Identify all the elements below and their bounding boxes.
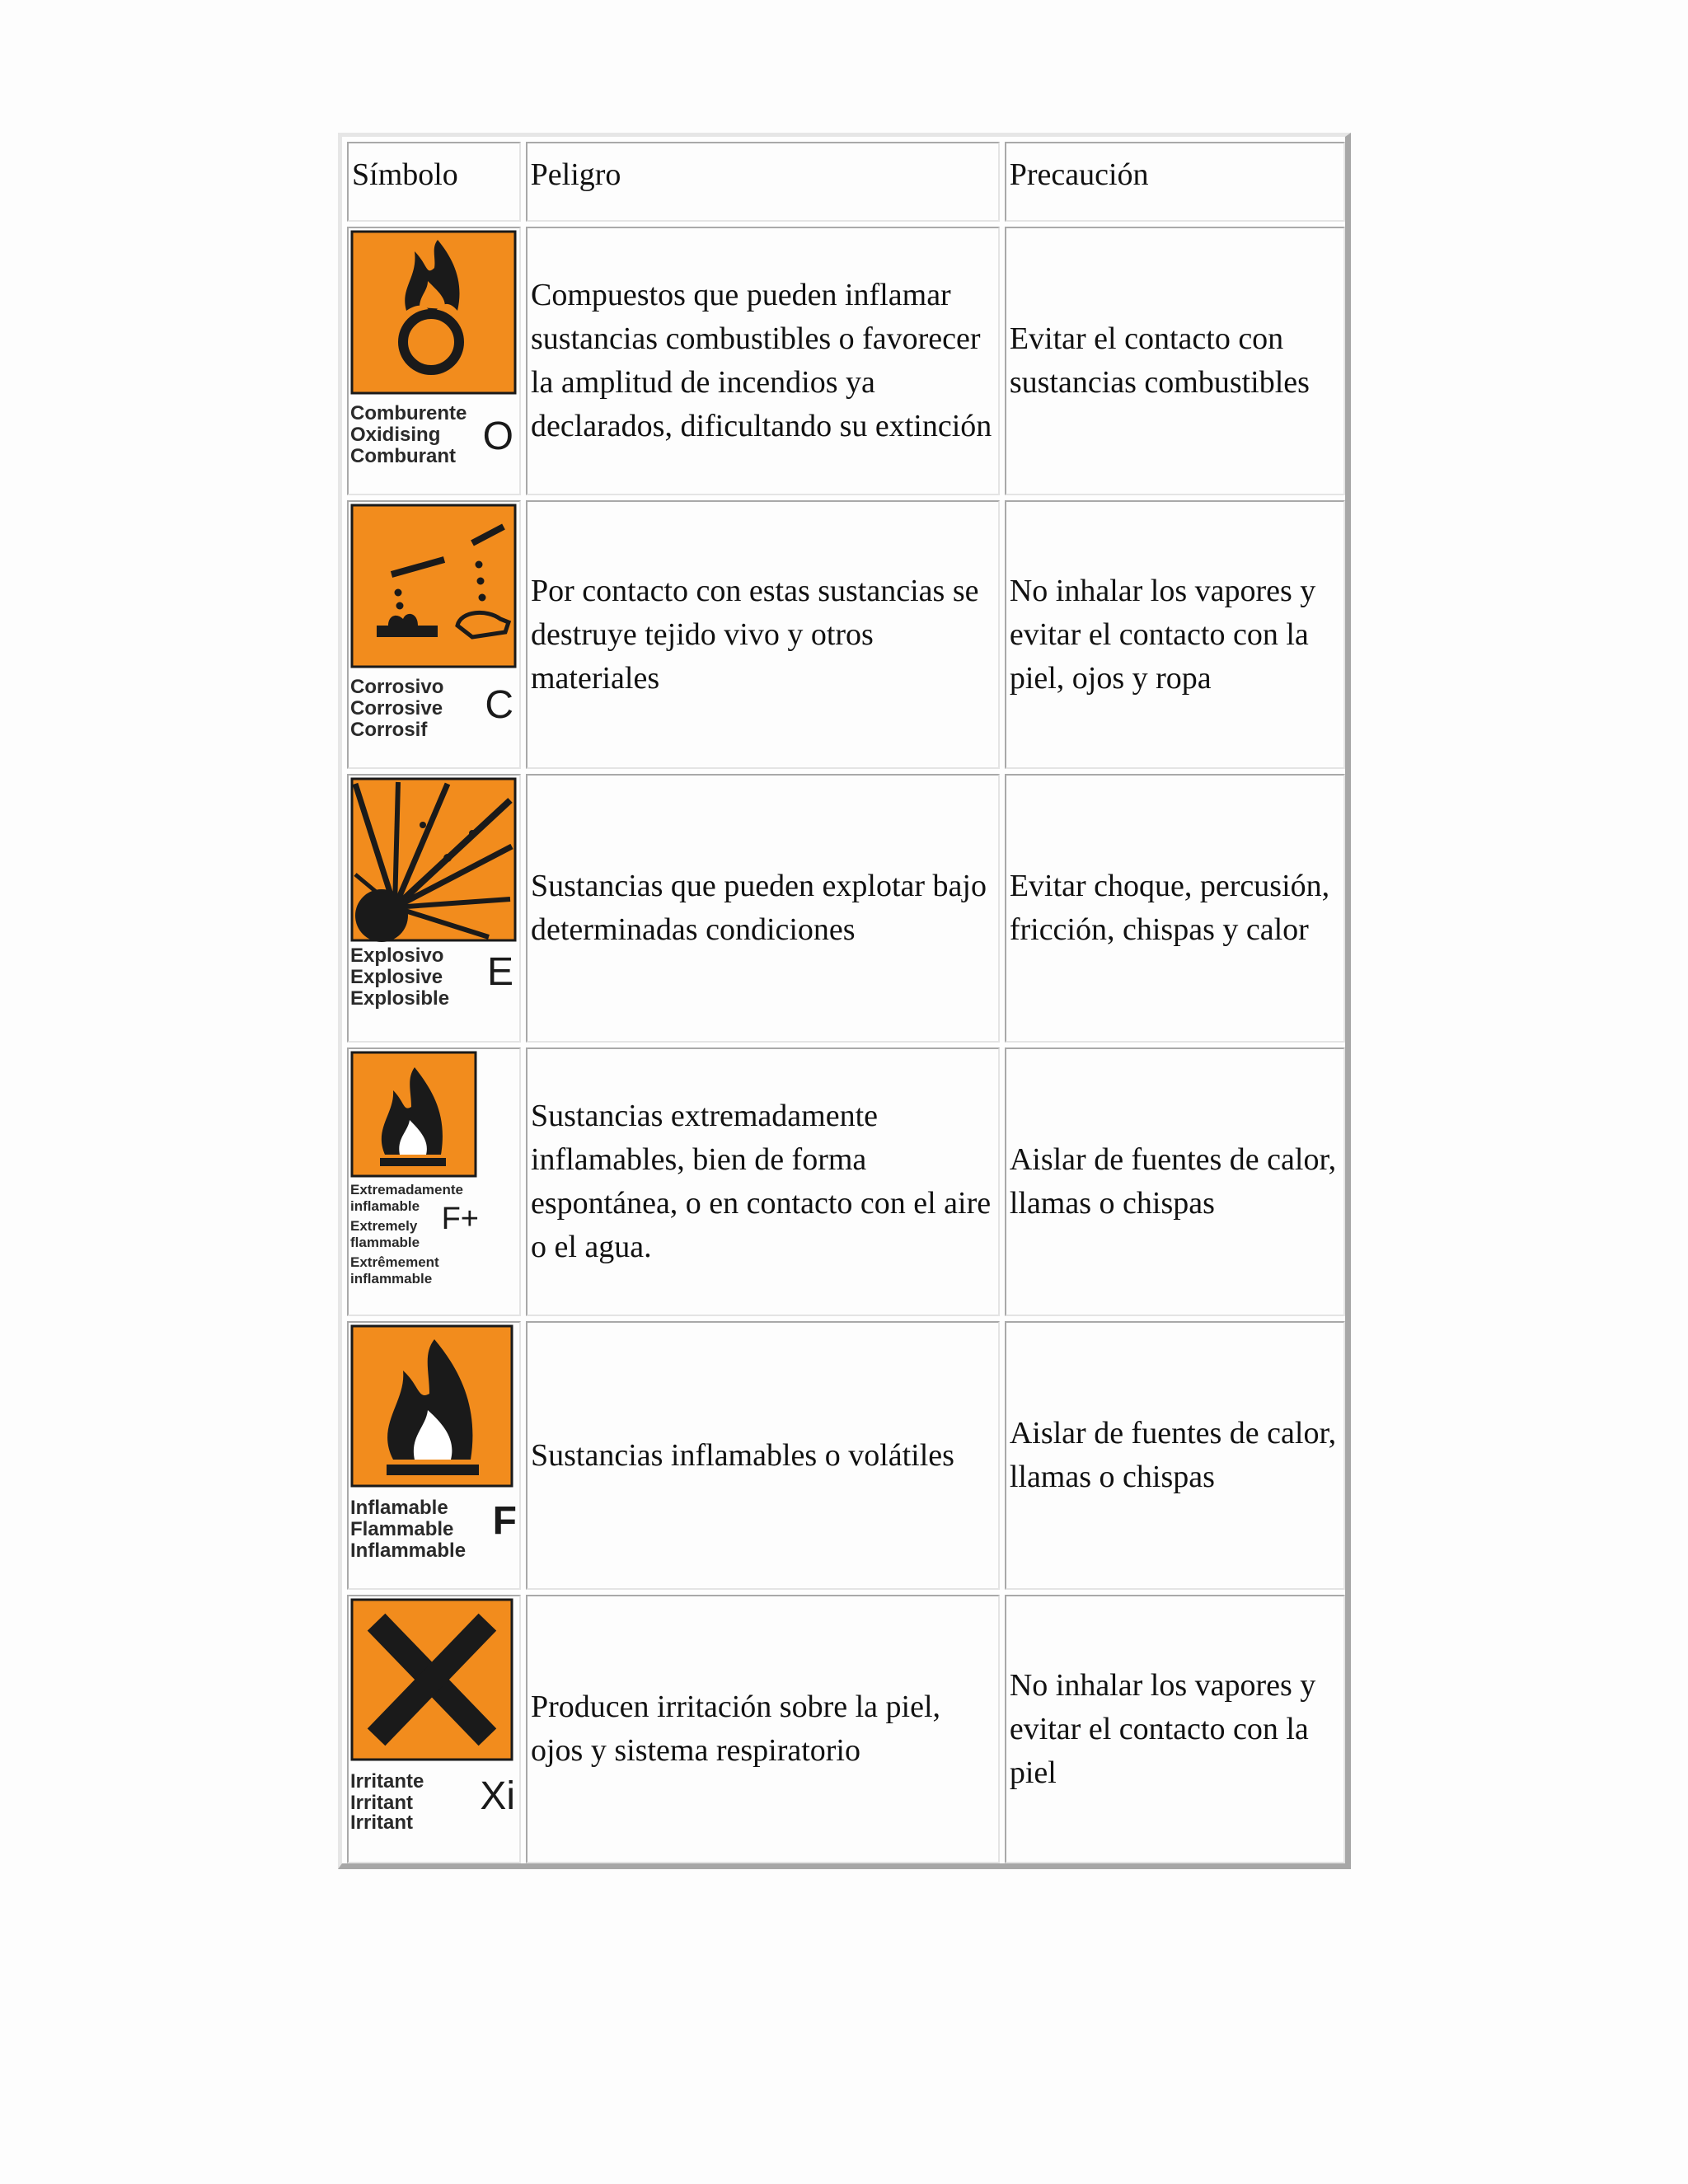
hazard-name: Corrosivo [350,676,444,698]
hazard-name: Irritant [350,1811,414,1834]
hazard-name: Explosive [350,966,443,988]
explosive-pictogram [349,776,519,1041]
symbol-cell [347,774,521,1043]
table-header-row [347,142,1345,222]
hazard-name: Inflammable [350,1540,467,1562]
hazard-name: Corrosive [350,697,443,719]
hazard-name: Explosivo [350,944,444,967]
table-row [347,227,1345,495]
table-row [347,774,1345,1043]
danger-cell [526,227,1000,495]
caution-text: Aislar de fuentes de calor, llamas o chispas [1009,1416,1337,1494]
hazard-name: Irritant [350,1792,414,1814]
danger-text: Por contacto con estas sustancias se destruye tejido vivo y otros materiales [531,573,979,696]
danger-text: Compuestos que pueden inflamar sustancias combustibles o favorecer la amplitud de incendios ya declarados, dificultando su extinción [531,278,992,443]
danger-cell [526,1595,1000,1863]
danger-cell [526,500,1000,769]
hazard-letter: C [485,683,513,727]
danger-text: Sustancias extremadamente inflamables, bien de forma espontánea, o en contacto con el aire o el agua. [531,1099,992,1264]
hazard-name: flammable [350,1235,420,1250]
danger-cell [526,774,1000,1043]
oxidizing-pictogram [349,228,519,494]
symbol-cell [347,1321,521,1590]
table-row [347,1321,1345,1590]
hazard-name: Flammable [350,1518,454,1540]
hazard-names [350,1497,466,1562]
caution-text: Evitar choque, percusión, fricción, chispas y calor [1009,869,1330,947]
caution-cell [1005,227,1345,495]
hazard-name: Comburente [350,402,467,424]
hazard-name: Comburant [350,445,456,467]
caution-cell [1005,500,1345,769]
corrosive-pictogram [349,502,519,767]
symbol-cell [347,1595,521,1863]
header-danger: Peligro [526,142,1000,222]
caution-cell [1005,1047,1345,1316]
caution-cell [1005,1595,1345,1863]
hazard-letter: E [486,950,513,994]
hazard-name: Irritante [350,1770,424,1793]
flammable-pictogram [349,1323,519,1588]
pictogram-background [352,505,515,667]
hazard-name: Inflamable [350,1497,448,1519]
symbol-cell [347,1047,521,1316]
hazard-letter: Xi [480,1774,515,1818]
danger-cell [526,1321,1000,1590]
header-symbol: Símbolo [347,142,521,222]
caution-text: Aislar de fuentes de calor, llamas o chispas [1009,1142,1337,1221]
danger-text: Sustancias que pueden explotar bajo determinadas condiciones [531,869,987,947]
irritant-pictogram [349,1596,519,1862]
hazard-name: Corrosif [350,719,428,741]
table-row [347,1047,1345,1316]
hazard-symbols-table [338,133,1351,1869]
hazard-name: inflammable [350,1271,433,1286]
hazard-letter: F [492,1499,517,1543]
symbol-cell [347,500,521,769]
hazard-names [350,944,449,1010]
hazard-name: Extremely [350,1218,418,1234]
symbol-cell [347,227,521,495]
table-row [347,1595,1345,1863]
table-row [347,500,1345,769]
hazard-names [350,676,443,741]
hazard-letter: O [482,415,513,458]
danger-text: Sustancias inflamables o volátiles [531,1437,954,1473]
hazard-names [350,402,467,467]
hazard-name: Explosible [350,987,450,1010]
caution-text: No inhalar los vapores y evitar el contacto con la piel [1009,1667,1316,1790]
caution-text: No inhalar los vapores y evitar el contacto con la piel, ojos y ropa [1009,573,1316,696]
hazard-names [350,1770,424,1834]
danger-cell [526,1047,1000,1316]
header-caution: Precaución [1005,142,1345,222]
hazard-name: Extrêmement [350,1254,439,1270]
caution-text: Evitar el contacto con sustancias combustibles [1009,321,1310,400]
caution-cell [1005,774,1345,1043]
caution-cell [1005,1321,1345,1590]
hazard-name: inflamable [350,1198,420,1214]
hazard-name: Oxidising [350,424,441,446]
hazard-letter: F+ [441,1202,479,1236]
extremely-flammable-pictogram [349,1049,519,1315]
danger-text: Producen irritación sobre la piel, ojos y sistema respiratorio [531,1690,941,1768]
hazard-name: Extremadamente [350,1182,464,1197]
